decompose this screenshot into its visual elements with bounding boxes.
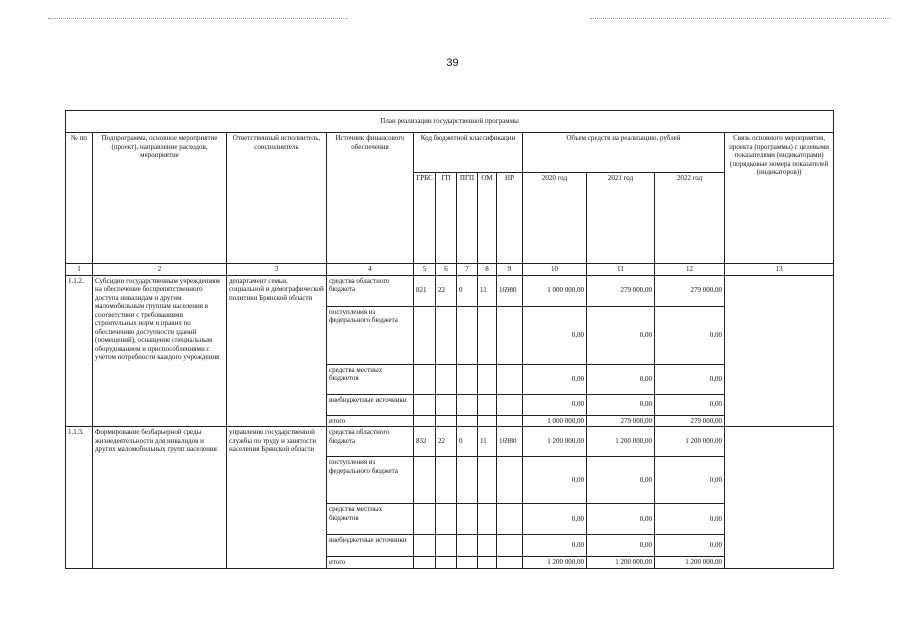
amount-2022: 0,00	[655, 306, 725, 364]
code-om: 11	[478, 275, 497, 306]
amount-2020: 0,00	[523, 364, 587, 394]
code-grbs	[414, 457, 436, 504]
amount-2021: 0,00	[587, 457, 655, 504]
funding-source: поступления из федерального бюджета	[327, 457, 414, 504]
total-2021: 279 000,00	[587, 415, 655, 427]
column-number: 9	[497, 264, 523, 276]
funding-source: средства местных бюджетов	[327, 364, 414, 394]
code-nr	[497, 364, 523, 394]
funding-source: внебюджетные источники	[327, 535, 414, 557]
code-nr	[497, 457, 523, 504]
page-number: 39	[446, 57, 459, 69]
total-2022: 1 200 000,00	[655, 557, 725, 569]
header-volumes: Объем средств на реализацию, рублей	[523, 133, 725, 173]
header-year-2021: 2021 год	[587, 173, 655, 264]
table-row	[66, 427, 834, 457]
amount-2020: 0,00	[523, 394, 587, 415]
code-nr	[497, 557, 523, 569]
column-number: 4	[327, 264, 414, 276]
funding-source: поступления из федерального бюджета	[327, 306, 414, 364]
amount-2021: 1 200 000,00	[587, 427, 655, 457]
column-number: 6	[436, 264, 457, 276]
header-num: № пп	[66, 133, 93, 264]
header-code-nr: НР	[497, 173, 523, 264]
code-grbs	[414, 535, 436, 557]
header-code-grbs: ГРБС	[414, 173, 436, 264]
code-pgp: 0	[457, 275, 478, 306]
column-number: 3	[227, 264, 327, 276]
amount-2022: 1 200 000,00	[655, 427, 725, 457]
indicator-link	[725, 275, 834, 427]
amount-2021: 0,00	[587, 535, 655, 557]
scan-noise-top-left	[48, 18, 348, 20]
funding-source: средства областного бюджета	[327, 427, 414, 457]
header-link: Связь основного мероприятия, проекта (программы) с целевыми показателями (индикаторами) (порядковые номера показателей (индикаторов))	[725, 133, 834, 264]
code-grbs: 821	[414, 275, 436, 306]
funding-source-total: итого	[327, 557, 414, 569]
plan-table	[65, 110, 834, 569]
code-gp	[436, 306, 457, 364]
code-pgp	[457, 394, 478, 415]
code-gp	[436, 535, 457, 557]
header-budget-code: Код бюджетной классификации	[414, 133, 523, 173]
code-gp	[436, 504, 457, 535]
code-om	[478, 457, 497, 504]
code-grbs	[414, 504, 436, 535]
column-number: 2	[93, 264, 227, 276]
code-om	[478, 557, 497, 569]
column-number: 10	[523, 264, 587, 276]
header-code-om: ОМ	[478, 173, 497, 264]
column-number: 5	[414, 264, 436, 276]
amount-2020: 0,00	[523, 504, 587, 535]
row-executor: управление государственной службы по труду и занятости населения Брянской области	[227, 427, 327, 569]
funding-source: средства областного бюджета	[327, 275, 414, 306]
code-om	[478, 364, 497, 394]
code-nr	[497, 504, 523, 535]
code-pgp	[457, 557, 478, 569]
code-grbs	[414, 306, 436, 364]
amount-2021: 0,00	[587, 306, 655, 364]
code-nr	[497, 415, 523, 427]
row-number: 1.1.3.	[66, 427, 93, 569]
code-pgp	[457, 535, 478, 557]
total-2021: 1 200 000,00	[587, 557, 655, 569]
amount-2022: 279 000,00	[655, 275, 725, 306]
header-year-2022: 2022 год	[655, 173, 725, 264]
header-year-2020: 2020 год	[523, 173, 587, 264]
column-number: 8	[478, 264, 497, 276]
code-om	[478, 504, 497, 535]
funding-source-total: итого	[327, 415, 414, 427]
code-om	[478, 394, 497, 415]
code-grbs: 832	[414, 427, 436, 457]
amount-2021: 279 000,00	[587, 275, 655, 306]
code-pgp	[457, 306, 478, 364]
code-grbs	[414, 557, 436, 569]
amount-2021: 0,00	[587, 394, 655, 415]
amount-2022: 0,00	[655, 394, 725, 415]
row-name: Субсидии государственным учреждениям на обеспечение беспрепятственного доступа инвалидам и другим маломобильным группам населения в соответствии с требованиями строительных норм и правил по обеспечению доступности зданий (помещений), оснащение специальным оборудованием и приспособлениями с учетом потребности каждого учреждения	[93, 275, 227, 427]
amount-2022: 0,00	[655, 364, 725, 394]
header-code-gp: ГП	[436, 173, 457, 264]
code-nr: 16980	[497, 275, 523, 306]
amount-2020: 0,00	[523, 535, 587, 557]
code-om	[478, 306, 497, 364]
row-number: 1.1.2.	[66, 275, 93, 427]
code-nr: 16980	[497, 427, 523, 457]
amount-2022: 0,00	[655, 504, 725, 535]
code-grbs	[414, 415, 436, 427]
header-executor: Ответственный исполнитель, соисполнитель	[227, 133, 327, 264]
total-2022: 279 000,00	[655, 415, 725, 427]
scan-noise-top-right	[590, 18, 890, 20]
column-number: 7	[457, 264, 478, 276]
code-grbs	[414, 394, 436, 415]
code-gp: 22	[436, 427, 457, 457]
total-2020: 1 200 000,00	[523, 557, 587, 569]
code-nr	[497, 535, 523, 557]
code-gp	[436, 394, 457, 415]
code-pgp	[457, 457, 478, 504]
code-om	[478, 415, 497, 427]
header-code-pgp: ПГП	[457, 173, 478, 264]
indicator-link	[725, 427, 834, 569]
code-nr	[497, 394, 523, 415]
code-gp	[436, 557, 457, 569]
code-pgp: 0	[457, 427, 478, 457]
code-gp: 22	[436, 275, 457, 306]
total-2020: 1 000 000,00	[523, 415, 587, 427]
amount-2020: 1 000 000,00	[523, 275, 587, 306]
amount-2021: 0,00	[587, 504, 655, 535]
amount-2020: 0,00	[523, 306, 587, 364]
amount-2022: 0,00	[655, 535, 725, 557]
column-number: 1	[66, 264, 93, 276]
code-gp	[436, 364, 457, 394]
funding-source: средства местных бюджетов	[327, 504, 414, 535]
code-pgp	[457, 364, 478, 394]
amount-2020: 1 200 000,00	[523, 427, 587, 457]
code-grbs	[414, 364, 436, 394]
amount-2020: 0,00	[523, 457, 587, 504]
funding-source: внебюджетные источники	[327, 394, 414, 415]
code-gp	[436, 415, 457, 427]
table-row	[66, 275, 834, 306]
amount-2022: 0,00	[655, 457, 725, 504]
row-name: Формирование безбарьерной среды жизнедеятельности для инвалидов и других маломобильных групп населения	[93, 427, 227, 569]
code-nr	[497, 306, 523, 364]
row-executor: департамент семьи, социальной и демографической политики Брянской области	[227, 275, 327, 427]
code-om	[478, 535, 497, 557]
code-gp	[436, 457, 457, 504]
table-caption: План реализации государственной программы	[66, 111, 834, 133]
code-pgp	[457, 415, 478, 427]
column-number: 13	[725, 264, 834, 276]
amount-2021: 0,00	[587, 364, 655, 394]
code-om: 11	[478, 427, 497, 457]
header-name: Подпрограмма, основное мероприятие (проект), направление расходов, мероприятие	[93, 133, 227, 264]
header-source: Источник финансового обеспечения	[327, 133, 414, 264]
column-number: 12	[655, 264, 725, 276]
column-number: 11	[587, 264, 655, 276]
code-pgp	[457, 504, 478, 535]
